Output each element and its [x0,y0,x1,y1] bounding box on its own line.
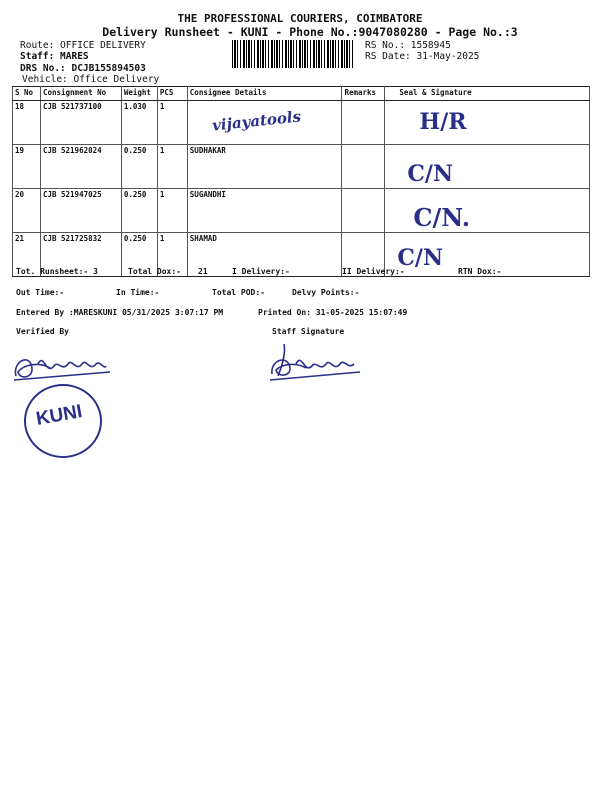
delvy-points: Delvy Points:- [292,288,360,297]
cell-consignee: SUDHAKAR [187,145,342,189]
table-row [13,233,590,277]
rtn-dox: RTN Dox:- [458,267,502,276]
col-consignee: Consignee Details [187,87,342,101]
stamp-text: KUNI [34,401,84,430]
staff-signature-image [266,340,366,384]
total-pod: Total POD:- [212,288,265,297]
handwritten-sign: C/N [397,245,444,271]
verifier-signature-image [10,342,120,386]
rs-number: RS No.: 1558945 [365,40,451,51]
cell-sno: 18 [13,101,41,145]
table-header-row [13,87,590,101]
cell-seal [385,101,590,145]
cell-remarks [342,145,385,189]
cell-weight: 0.250 [121,233,157,277]
ii-delivery: II Delivery:- [342,267,405,276]
route-label: Route: OFFICE DELIVERY [20,40,146,51]
handwritten-sign: C/N. [413,203,471,232]
cell-weight: 0.250 [121,145,157,189]
col-weight: Weight [121,87,157,101]
i-delivery: I Delivery:- [232,267,290,276]
out-time: Out Time:- [16,288,65,297]
in-time: In Time:- [116,288,160,297]
rs-date: RS Date: 31-May-2025 [365,51,480,62]
cell-remarks [342,101,385,145]
col-pcs: PCS [157,87,187,101]
cell-seal [385,145,590,189]
barcode-image [232,40,354,68]
cell-weight: 1.030 [121,101,157,145]
company-title: THE PROFESSIONAL COURIERS, COIMBATORE [177,12,423,25]
table-row [13,101,590,145]
table-row [13,189,590,233]
cell-sno: 21 [13,233,41,277]
printed-on: Printed On: 31-05-2025 15:07:49 [258,308,408,317]
col-sno: S No [13,87,41,101]
handwritten-sign: H/R [419,109,467,135]
staff-signature-label: Staff Signature [272,327,345,336]
runsheet-subtitle: Delivery Runsheet - KUNI - Phone No.:9047080280 - Page No.:3 [102,25,518,39]
total-dox-value: 21 [198,267,208,276]
cell-pcs: 1 [157,233,187,277]
col-seal: Seal & Signature [385,87,590,101]
cell-remarks [342,189,385,233]
delivery-table [12,86,590,277]
cell-seal [385,189,590,233]
table-row [13,145,590,189]
col-remarks: Remarks [342,87,385,101]
cell-weight: 0.250 [121,189,157,233]
cell-pcs: 1 [157,145,187,189]
cell-pcs: 1 [157,189,187,233]
handwritten-sign: C/N [407,161,454,187]
cell-consignee: SHAMAD [187,233,342,277]
staff-label: Staff: MARES [20,51,89,62]
cell-sno: 19 [13,145,41,189]
cell-consignment: CJB 521947025 [40,189,121,233]
verified-by-label: Verified By [16,327,69,336]
cell-consignment: CJB 521962024 [40,145,121,189]
handwritten-consignee: vijayatools [211,107,302,135]
entered-by: Entered By :MARESKUNI 05/31/2025 3:07:17 PM [16,308,224,317]
tot-runsheet: Tot. Runsheet:- 3 [16,267,98,276]
vehicle-label: Vehicle: Office Delivery [22,74,160,85]
col-consignment: Consignment No [40,87,121,101]
cell-consignment: CJB 521737100 [40,101,121,145]
total-dox-label: Total Dox:- [128,267,181,276]
cell-consignee [187,101,342,145]
cell-consignment: CJB 521725832 [40,233,121,277]
cell-sno: 20 [13,189,41,233]
drs-number: DRS No.: DCJB155894503 [20,63,146,74]
cell-pcs: 1 [157,101,187,145]
cell-consignee: SUGANDHI [187,189,342,233]
